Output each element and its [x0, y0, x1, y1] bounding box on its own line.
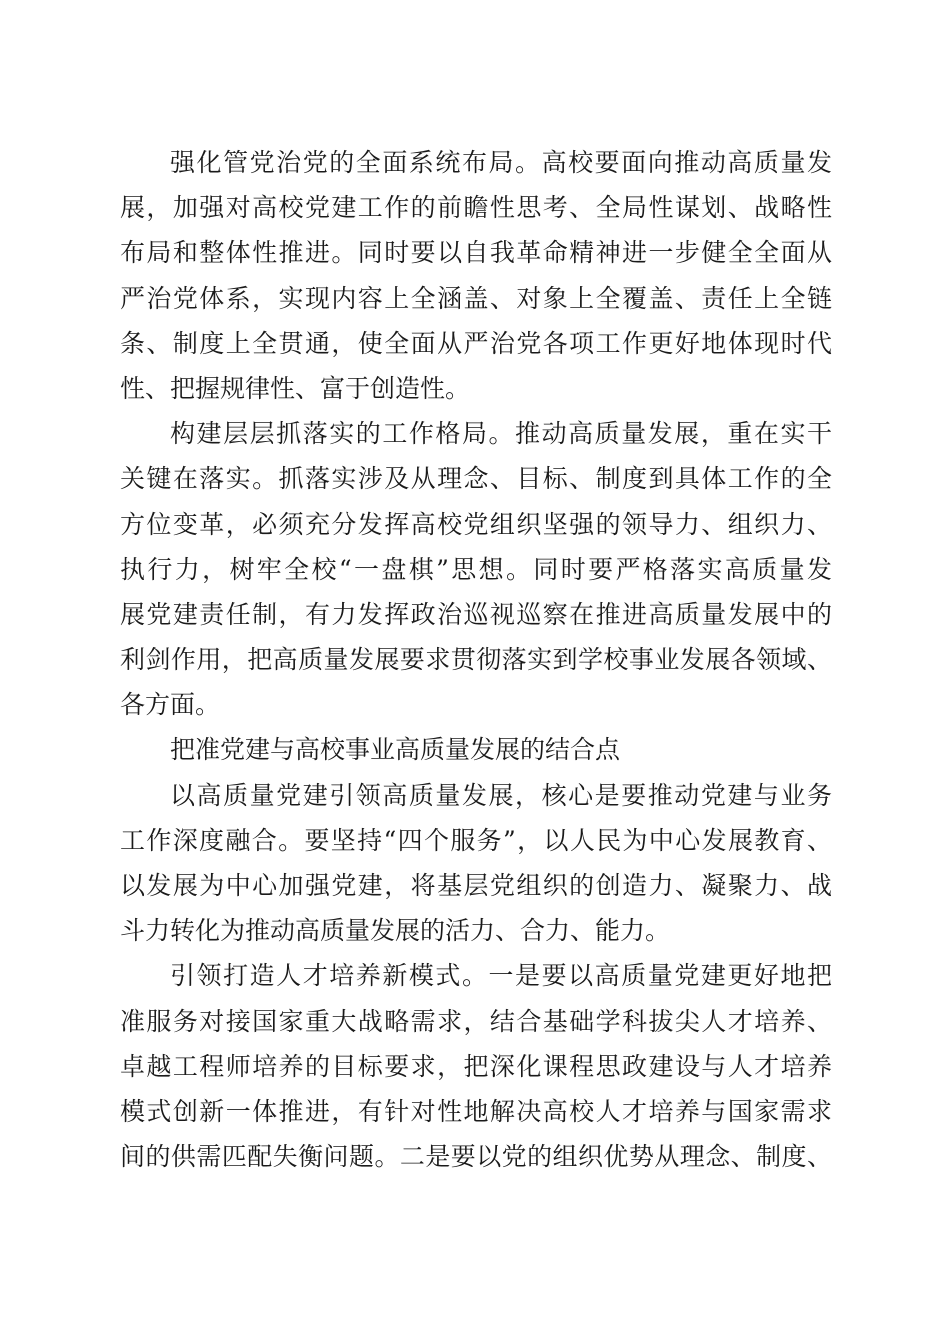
paragraph-strengthen-layout	[120, 140, 832, 411]
text-line: 间的供需匹配失衡问题。二是要以党的组织优势从理念、制度、	[120, 1142, 832, 1172]
text-line: 以发展为中心加强党建，将基层党组织的创造力、凝聚力、战	[120, 871, 832, 900]
text-line: 利剑作用，把高质量发展要求贯彻落实到学校事业发展各领域、	[120, 645, 832, 675]
text-line: 卓越工程师培养的目标要求，把深化课程思政建设与人才培养	[120, 1051, 832, 1081]
text-line: 模式创新一体推进，有针对性地解决高校人才培养与国家需求	[120, 1096, 832, 1126]
document-body	[120, 140, 832, 1179]
paragraph-talent-model	[120, 953, 832, 1179]
text-line: 强化管党治党的全面系统布局。高校要面向推动高质量发	[170, 148, 832, 177]
text-line: 关键在落实。抓落实涉及从理念、目标、制度到具体工作的全	[120, 464, 832, 494]
text-line: 方位变革，必须充分发挥高校党组织坚强的领导力、组织力、	[120, 509, 832, 539]
section-heading	[120, 727, 832, 772]
paragraph-integration-core	[120, 773, 832, 954]
text-line: 构建层层抓落实的工作格局。推动高质量发展，重在实干	[170, 419, 832, 449]
text-line: 工作深度融合。要坚持“四个服务”，以人民为中心发展教育、	[120, 825, 832, 855]
text-line: 以高质量党建引领高质量发展，核心是要推动党建与业务	[170, 780, 832, 810]
text-line: 执行力，树牢全校“一盘棋”思想。同时要严格落实高质量发	[120, 554, 832, 584]
text-line: 引领打造人才培养新模式。一是要以高质量党建更好地把	[170, 961, 832, 991]
text-line: 各方面。	[120, 690, 221, 720]
text-line: 展党建责任制，有力发挥政治巡视巡察在推进高质量发展中的	[120, 599, 832, 629]
text-line: 布局和整体性推进。同时要以自我革命精神进一步健全全面从	[120, 238, 832, 268]
text-line: 展，加强对高校党建工作的前瞻性思考、全局性谋划、战略性	[120, 193, 832, 223]
paragraph-work-pattern	[120, 411, 832, 727]
text-line: 性、把握规律性、富于创造性。	[120, 373, 471, 403]
text-line: 斗力转化为推动高质量发展的活力、合力、能力。	[120, 916, 671, 946]
section-heading-text: 把准党建与高校事业高质量发展的结合点	[170, 735, 621, 765]
text-line: 准服务对接国家重大战略需求，结合基础学科拔尖人才培养、	[120, 1006, 832, 1036]
text-line: 严治党体系，实现内容上全涵盖、对象上全覆盖、责任上全链	[120, 283, 832, 313]
text-line: 条、制度上全贯通，使全面从严治党各项工作更好地体现时代	[120, 328, 832, 358]
